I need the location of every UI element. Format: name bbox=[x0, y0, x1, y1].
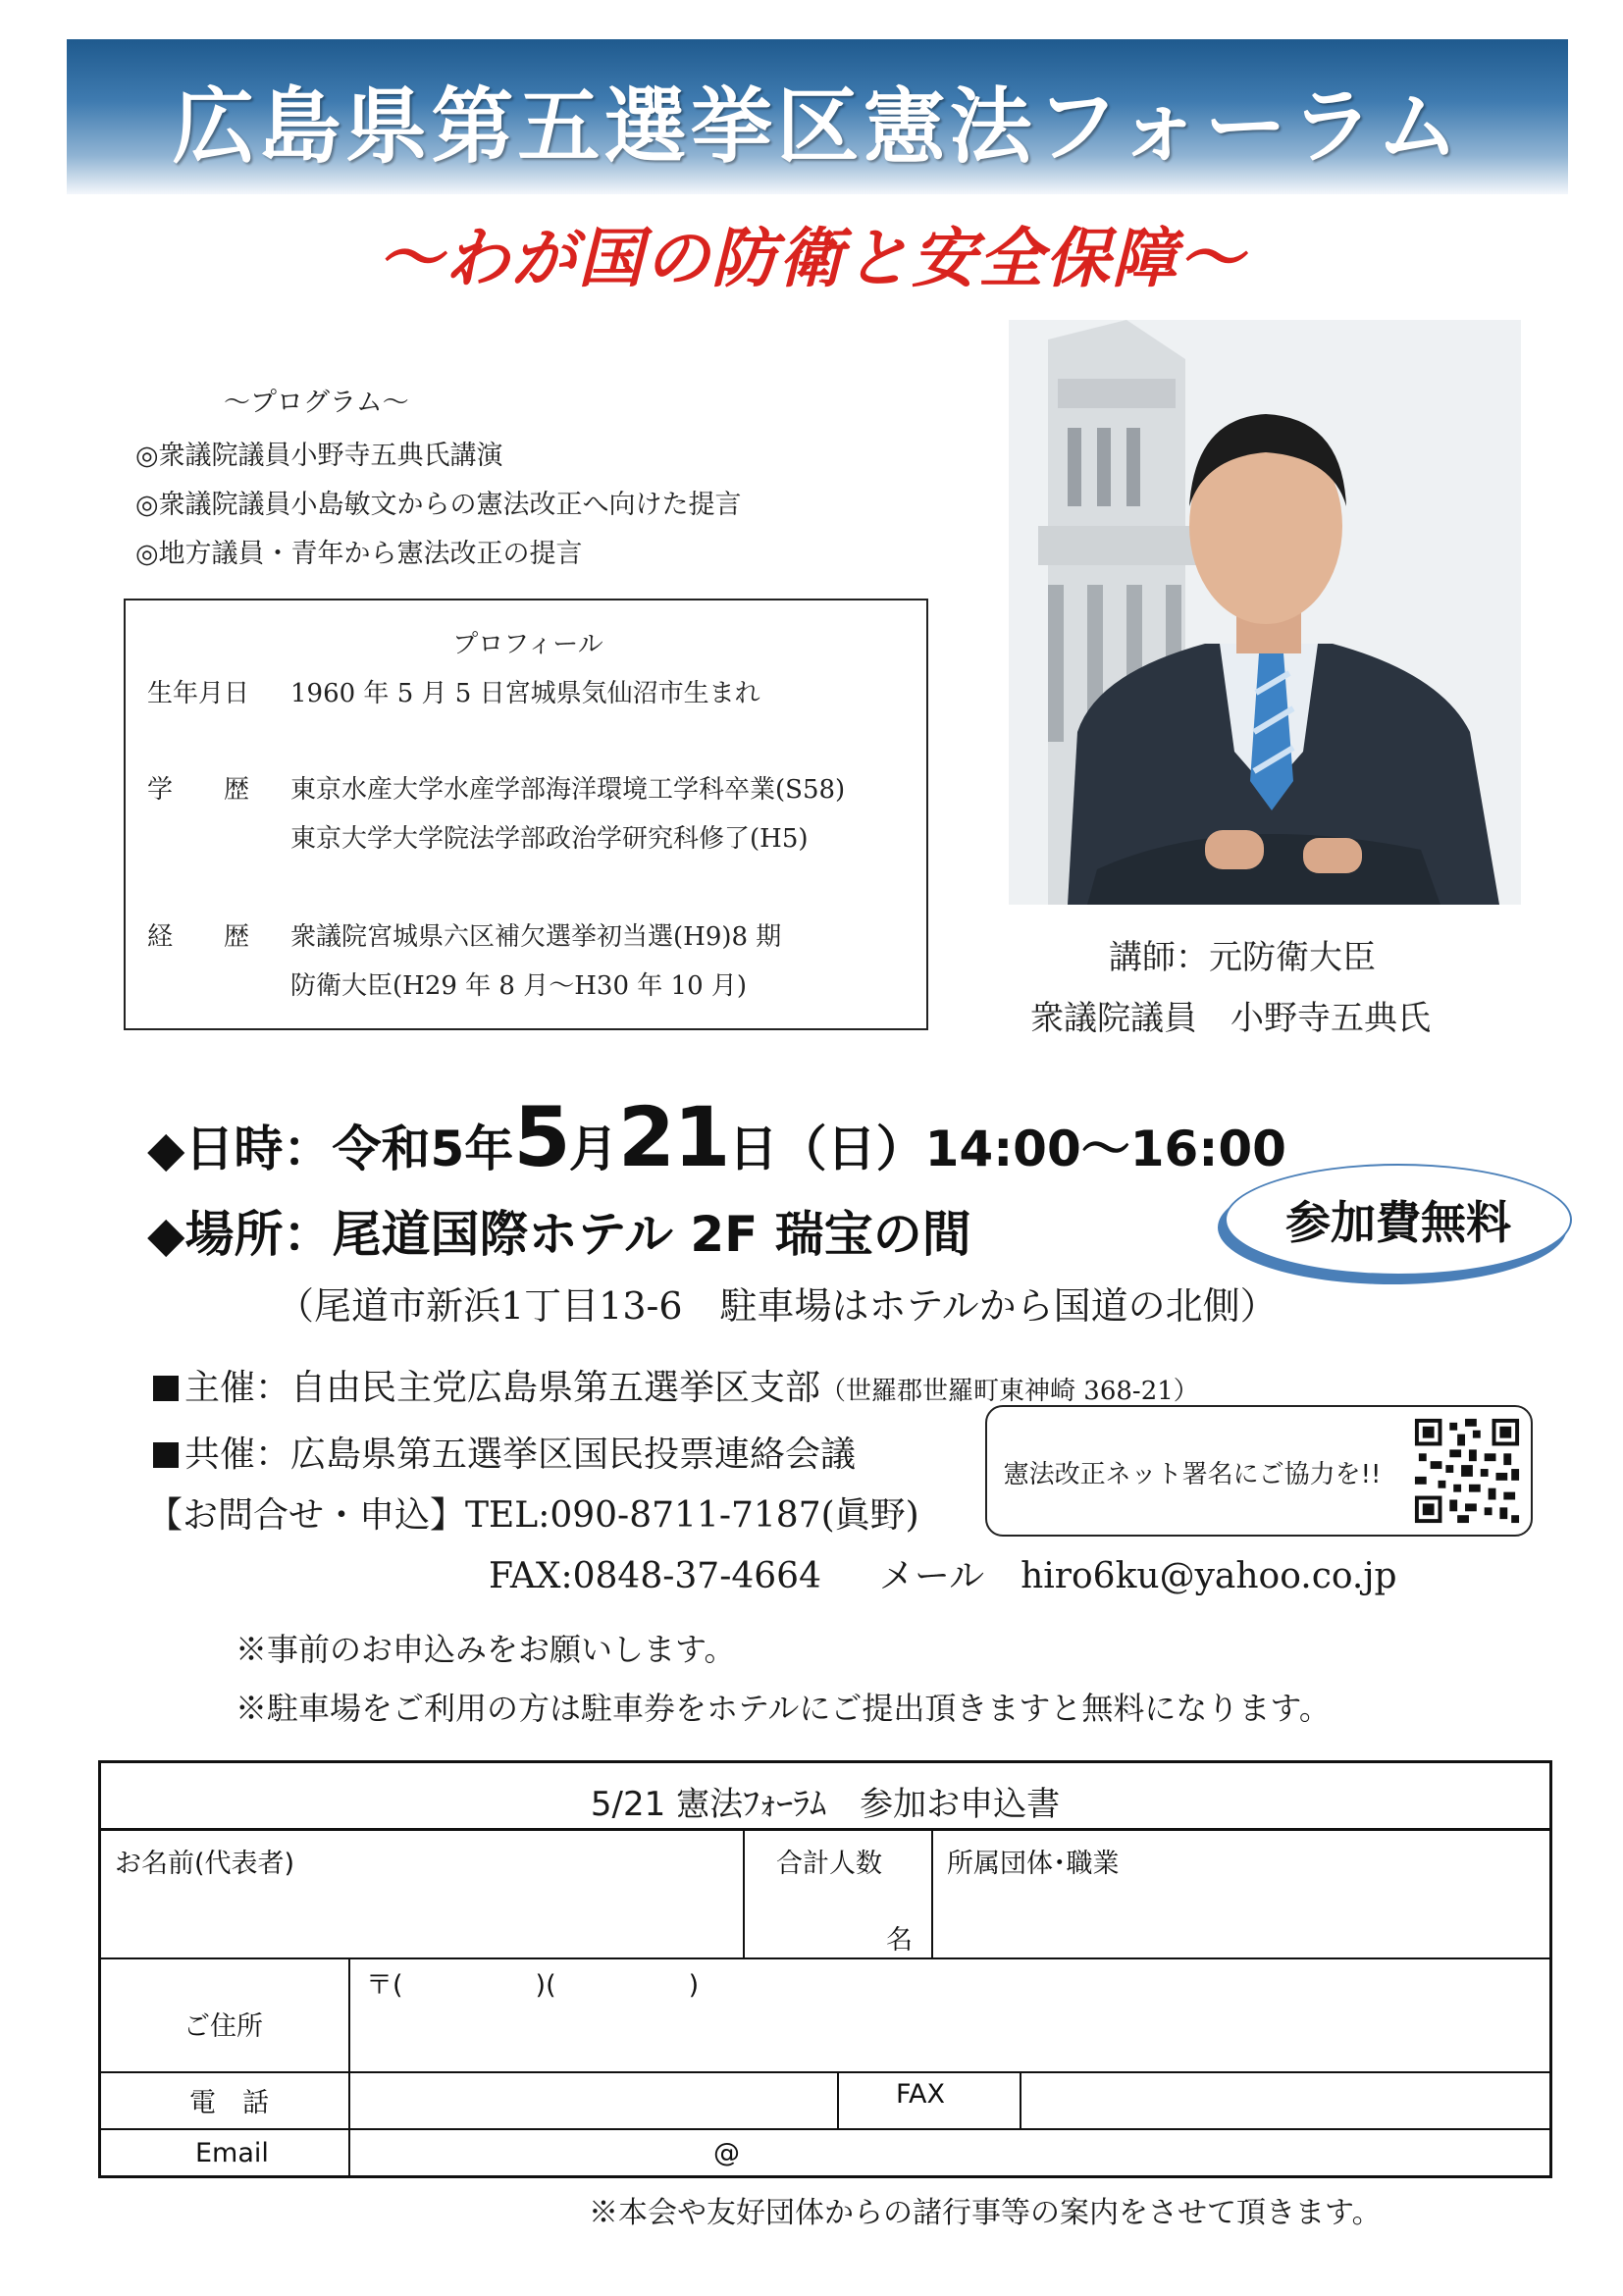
cohost-line bbox=[153, 1427, 856, 1477]
birth-label: 生年月日 bbox=[147, 679, 250, 708]
postal-code-template: 〒( )( ) bbox=[366, 1970, 700, 2001]
header-banner bbox=[67, 39, 1568, 194]
event-address: （尾道市新浜1丁目13-6 駐車場はホテルから国道の北側） bbox=[277, 1284, 1278, 1328]
contact-label: 【お問合せ・申込】 bbox=[147, 1495, 466, 1536]
cohost-label: 共催： bbox=[184, 1435, 291, 1475]
address-label: ご住所 bbox=[183, 2011, 263, 2042]
name-label: お名前(代表者) bbox=[115, 1849, 295, 1879]
email-at-sign: @ bbox=[713, 2138, 740, 2168]
free-admission-badge bbox=[1227, 1166, 1570, 1274]
square-bullet-icon bbox=[153, 1376, 179, 1401]
profile-box bbox=[124, 599, 928, 1030]
date-month: 5 bbox=[513, 1089, 569, 1185]
speaker-title: 講師：元防衛大臣 bbox=[1109, 938, 1376, 977]
contact-fax: FAX:0848-37-4664 bbox=[489, 1556, 821, 1596]
profile-heading: プロフィール bbox=[452, 630, 603, 659]
footer-note: ※本会や友好団体からの諸行事等の案内をさせて頂きます。 bbox=[589, 2196, 1382, 2230]
program-heading: ～プログラム～ bbox=[224, 388, 409, 418]
free-admission-text: 参加費無料 bbox=[1285, 1196, 1511, 1249]
program-item: ◎衆議院議員小野寺五典氏講演 bbox=[135, 441, 503, 471]
career-label: 経 歴 bbox=[147, 922, 250, 952]
form-title: 5/21 憲法ﾌｫｰﾗﾑ 参加お申込書 bbox=[590, 1785, 1061, 1824]
count-unit: 名 bbox=[886, 1925, 913, 1956]
host-label: 主催： bbox=[184, 1368, 291, 1408]
notice-text: ※駐車場をご利用の方は駐車券をホテルにご提出頂きますと無料になります。 bbox=[236, 1690, 1331, 1727]
petition-text: 憲法改正ネット署名にご協力を!! bbox=[1003, 1460, 1382, 1489]
page-title: 広島県第五選挙区憲法フォーラム bbox=[172, 78, 1463, 175]
square-bullet-icon bbox=[153, 1442, 179, 1468]
phone-label: 電 話 bbox=[189, 2088, 269, 2118]
birth-value: 1960 年 5 月 5 日宮城県気仙沼市生まれ bbox=[290, 679, 760, 708]
fax-label: FAX bbox=[896, 2079, 946, 2110]
education-value: 東京大学大学院法学部政治学研究科修了(H5) bbox=[290, 824, 809, 854]
host-address: （世羅郡世羅町東神崎 368-21） bbox=[820, 1377, 1199, 1406]
program-item: ◎衆議院議員小島敏文からの憲法改正へ向けた提言 bbox=[135, 490, 742, 520]
date-month-unit: 月 bbox=[568, 1121, 618, 1177]
event-place: ◆場所：尾道国際ホテル 2F 瑞宝の間 bbox=[147, 1206, 971, 1263]
contact-line bbox=[489, 1548, 1397, 1598]
speaker-photo bbox=[1009, 320, 1521, 905]
affiliation-label: 所属団体･職業 bbox=[947, 1849, 1120, 1879]
contact-email: hiro6ku@yahoo.co.jp bbox=[1021, 1556, 1397, 1596]
cohost-value: 広島県第五選挙区国民投票連絡会議 bbox=[290, 1435, 857, 1475]
education-value: 東京水産大学水産学部海洋環境工学科卒業(S58) bbox=[290, 775, 846, 805]
event-date bbox=[147, 1089, 1286, 1185]
contact-mail-label: メール bbox=[878, 1556, 985, 1596]
speaker-name: 衆議院議員 小野寺五典氏 bbox=[1030, 999, 1431, 1038]
date-prefix: ◆日時：令和5年 bbox=[147, 1121, 514, 1177]
contact-line bbox=[147, 1487, 919, 1538]
qr-code-icon[interactable] bbox=[1411, 1415, 1523, 1527]
notice-text: ※事前のお申込みをお願いします。 bbox=[236, 1631, 736, 1668]
page-subtitle: ～わが国の防衛と安全保障～ bbox=[378, 221, 1245, 296]
speaker-portrait-image bbox=[1009, 320, 1521, 905]
application-form bbox=[98, 1760, 1552, 2178]
program-item: ◎地方議員・青年から憲法改正の提言 bbox=[135, 539, 583, 569]
contact-tel: TEL:090-8711-7187(眞野) bbox=[465, 1495, 919, 1536]
count-label: 合計人数 bbox=[776, 1849, 882, 1879]
career-value: 防衛大臣(H29 年 8 月～H30 年 10 月) bbox=[290, 971, 748, 1001]
date-day: 21 bbox=[617, 1089, 729, 1185]
email-label: Email bbox=[195, 2138, 269, 2168]
host-value: 自由民主党広島県第五選挙区支部 bbox=[290, 1368, 821, 1408]
petition-box bbox=[985, 1405, 1533, 1537]
career-value: 衆議院宮城県六区補欠選挙初当選(H9)8 期 bbox=[290, 922, 782, 952]
education-label: 学 歴 bbox=[147, 775, 250, 805]
date-suffix: 日（日）14:00～16:00 bbox=[728, 1121, 1286, 1177]
host-line bbox=[153, 1360, 1199, 1410]
